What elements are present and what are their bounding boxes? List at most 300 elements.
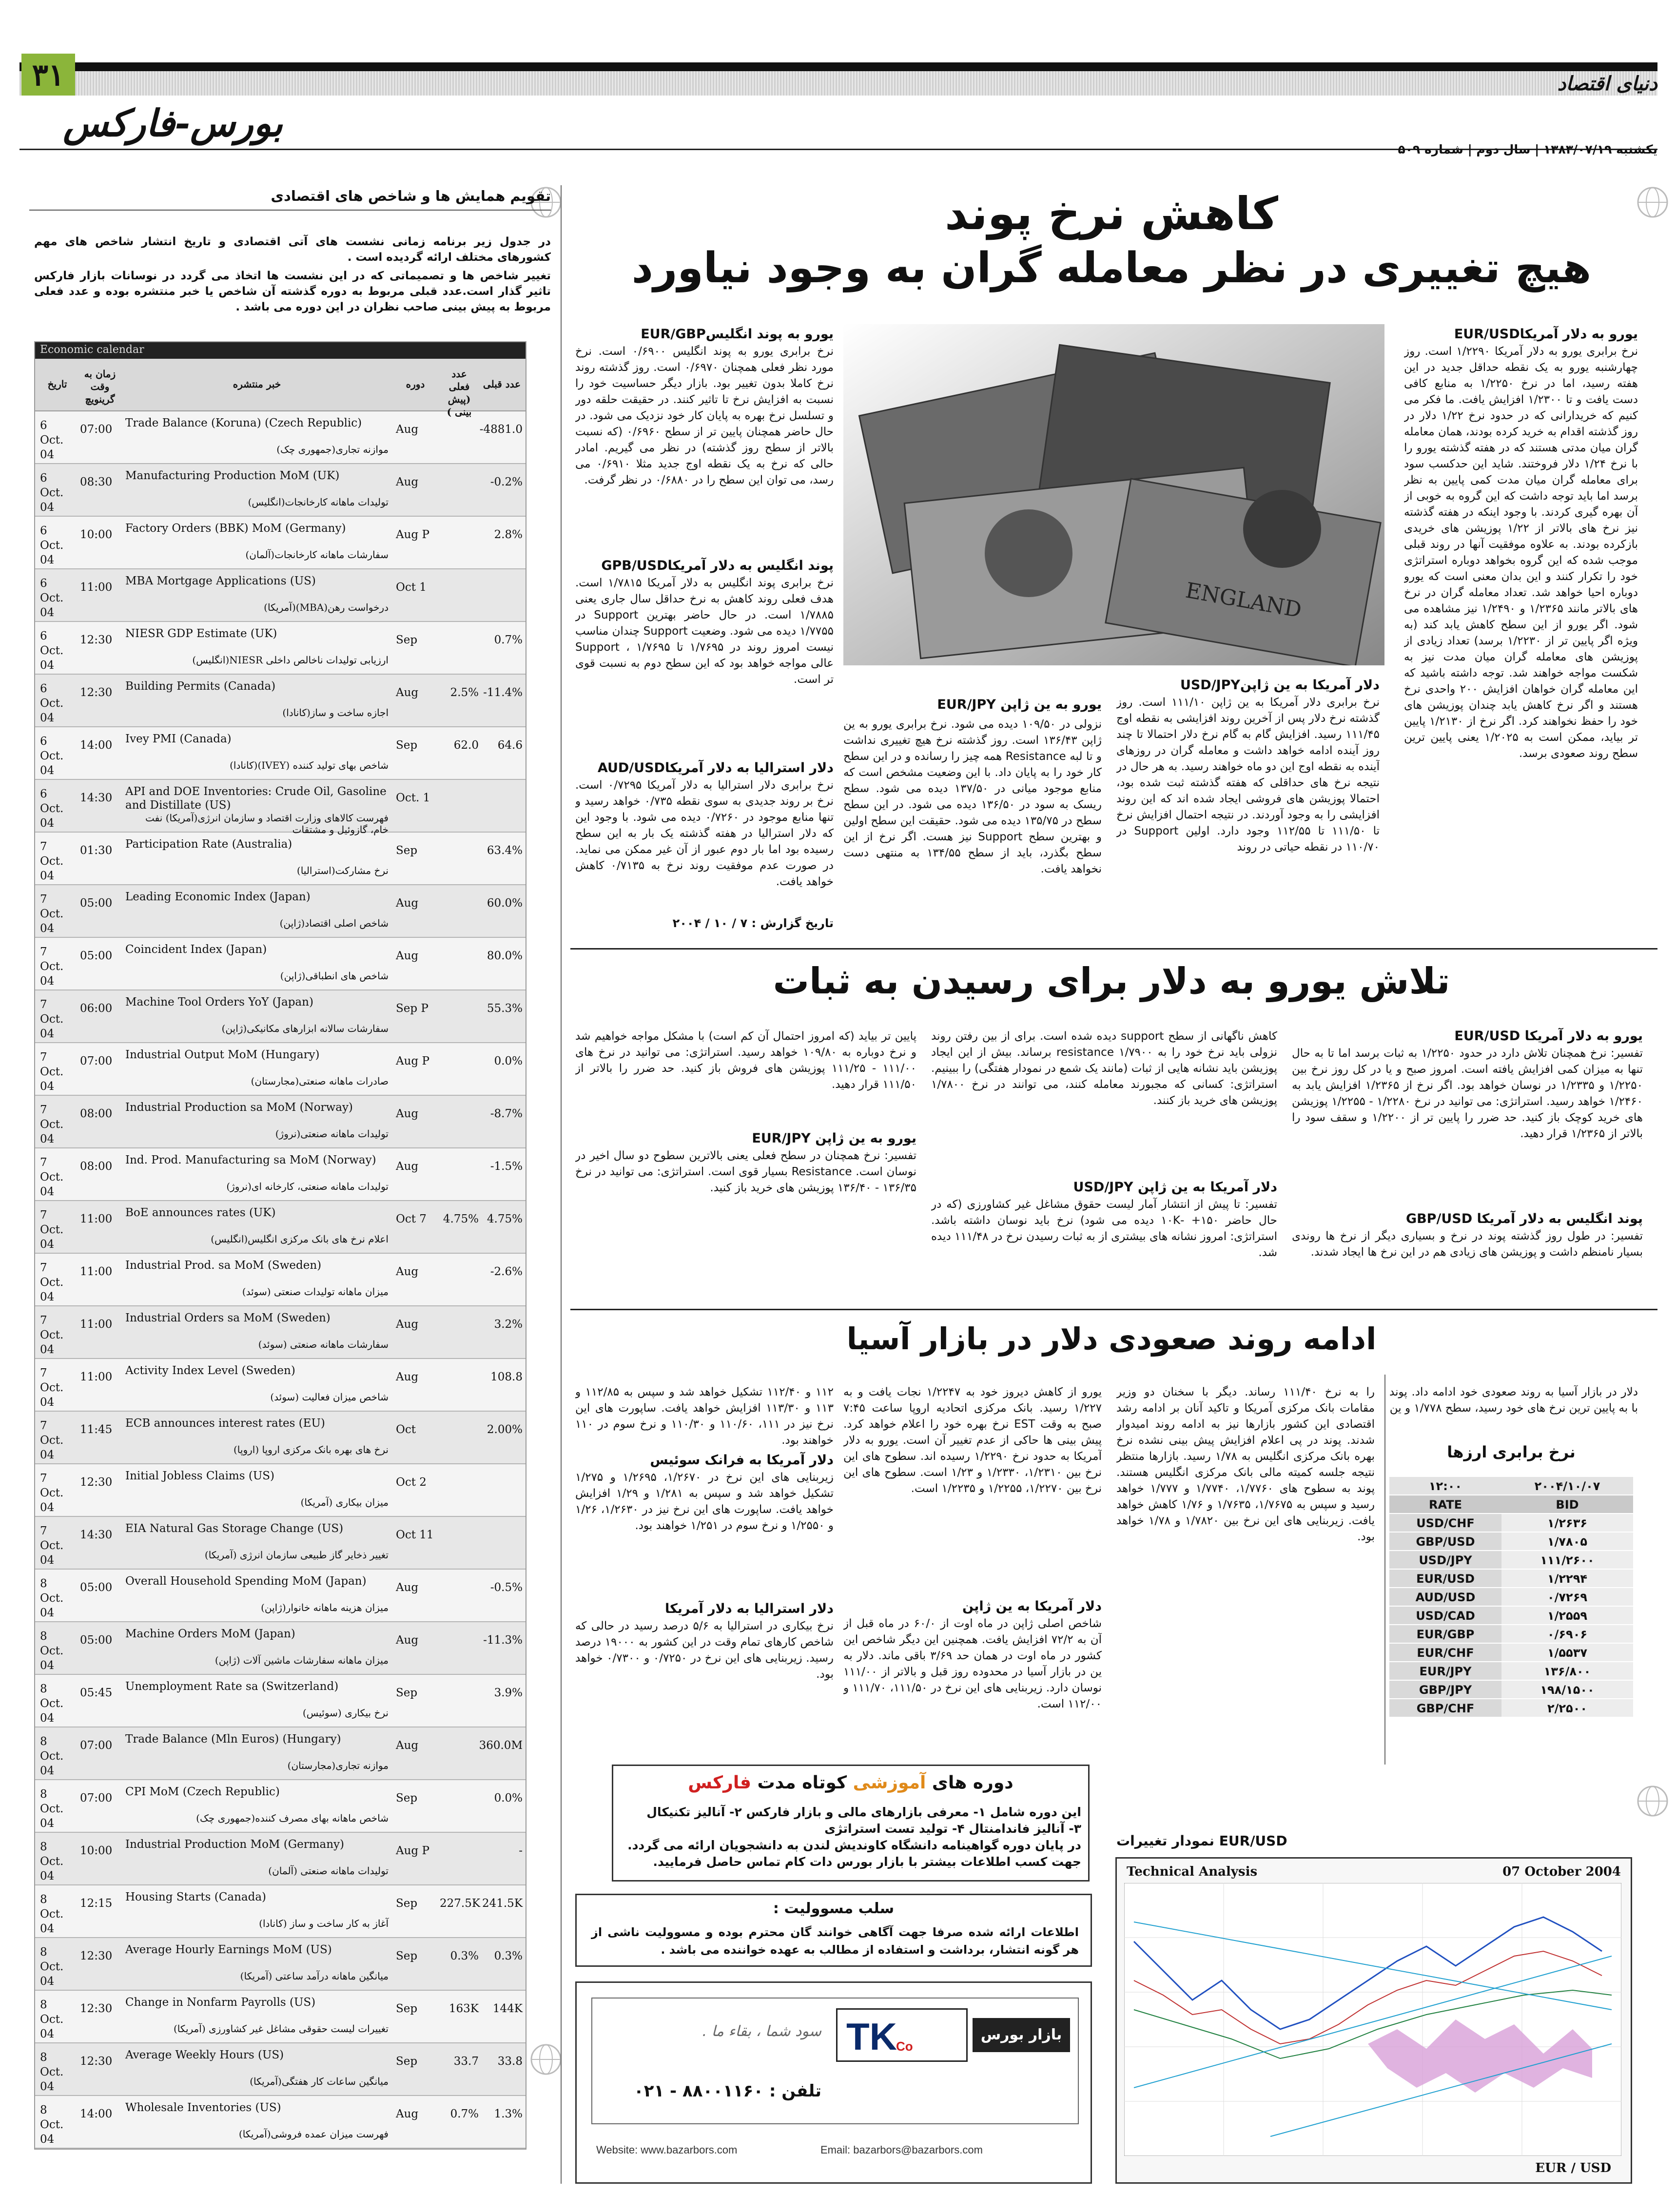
calendar-event: Housing Starts (Canada)	[125, 1891, 267, 1903]
rate-bid: ۱/۵۵۳۷	[1501, 1644, 1633, 1661]
article2-col3-text: پایین تر بیاید (که امروز احتمال آن کم است) با مشکل مواجه خواهیم شد و نرخ دوباره به ۱۰۹/۸۰ خواهد رسید. استراتژی: می توانید در نرخ های ۱۱۱/۰۰ - ۱۱۱/۲۵ پوزیشن های فروش باز کنید. حد ضرر را بالاتر از ۱۱۱/۵۰ قرار دهید.	[575, 1030, 916, 1091]
rate-bid: ۱/۷۸۰۵	[1501, 1533, 1633, 1550]
calendar-forecast: 227.5K	[440, 1897, 481, 1910]
calendar-event-fa: موازنه تجاری(جمهوری چک)	[276, 444, 389, 455]
calendar-date: 6 Oct. 04	[40, 472, 64, 514]
article2-col2-text: کاهش ناگهانی از سطح support دیده شده است. برای از بین رفتن روند نزولی باید نرخ خود را به ۱/۷۹۰۰ resistance برساند. بیش از این ایجاد پوزیشن باید نشانه هایی از ثبات (مانند یک شمع در نمودار هفتگی) را ببینیم. استراتژی: کسانی که مجبورند معامله کنند، می توانند در نرخ ۱/۷۸۰۰ پوزیشن های خرید باز کنند.	[931, 1030, 1277, 1107]
calendar-date: 8 Oct. 04	[40, 1841, 64, 1882]
rate-pair: EUR/USD	[1389, 1570, 1501, 1587]
bazarbors-ad-box	[575, 1981, 1092, 2184]
ad-slogan: سود شما ، بقاء ما .	[702, 2023, 821, 2040]
calendar-period: Aug	[396, 423, 419, 436]
rate-bid: ۱/۲۲۹۴	[1501, 1570, 1633, 1587]
calendar-previous: 80.0%	[487, 950, 523, 962]
rate-pair: EUR/JPY	[1389, 1662, 1501, 1680]
header-time: زمان به وقت گرینویچ	[84, 368, 116, 405]
calendar-previous: -0.5%	[490, 1581, 523, 1594]
calendar-event-fa: شاخص اصلی اقتصاد(ژاپن)	[279, 917, 389, 929]
rate-pair: EUR/CHF	[1389, 1644, 1501, 1661]
ad-logo-sub: Co	[896, 2039, 913, 2054]
calendar-event: Ind. Prod. Manufacturing sa MoM (Norway)	[125, 1154, 376, 1166]
rates-col-rate: RATE	[1389, 1495, 1501, 1513]
ad-logo-text: TK	[846, 2015, 897, 2058]
calendar-event: MBA Mortgage Applications (US)	[125, 575, 316, 587]
article1-col4-subhead: یورو به پوند انگلیسEUR/GBP	[641, 327, 834, 342]
article3-col3-subhead: دلار آمریکا به ین ژاپن	[962, 1599, 1102, 1614]
article3-col4-text: ۱۱۲ و ۱۱۲/۴۰ تشکیل خواهد شد و سپس به ۱۱۲/۸۵ و ۱۱۳ و ۱۱۳/۳۰ افزایش خواهد یافت. ساپورت های این نرخ نیز در ۱۱۱، ۱۱۰/۶۰ و ۱۱۰/۳۰ و نرخ سوم در ۱۱۰ خواهند بود.	[575, 1386, 834, 1447]
calendar-row	[35, 1254, 526, 1306]
calendar-period: Sep	[396, 2055, 418, 2068]
course-title-brand: فارکس	[688, 1773, 751, 1793]
ad-website[interactable]: Website: www.bazarbors.com	[596, 2144, 738, 2156]
calendar-event-fa: فهرست کالاهای وزارت اقتصاد و سازمان انرژی(آمریکا) نفت خام، گازوئیل و مشتقات	[145, 812, 389, 835]
calendar-event: Trade Balance (Mln Euros) (Hungary)	[125, 1733, 341, 1746]
calendar-time: 12:30	[80, 1950, 113, 1962]
calendar-previous: 2.8%	[494, 528, 523, 541]
rate-row	[1389, 1681, 1633, 1699]
calendar-event-fa: اعلام نرخ های بانک مرکزی انگلیس(انگلیس)	[211, 1233, 389, 1245]
calendar-date: 6 Oct. 04	[40, 735, 64, 777]
calendar-event-fa: میزان هزینه ماهانه خانوار(ژاپن)	[261, 1602, 389, 1613]
calendar-row	[35, 1938, 526, 1991]
calendar-previous: -11.3%	[483, 1634, 523, 1647]
calendar-title-rule	[29, 210, 551, 211]
calendar-row	[35, 1885, 526, 1938]
rate-pair: GBP/USD	[1389, 1533, 1501, 1550]
calendar-section-title: تقویم همایش ها و شاخص های اقتصادی	[271, 188, 551, 204]
banknotes-photo	[843, 324, 1384, 665]
calendar-time: 07:00	[80, 1055, 113, 1067]
calendar-forecast: 2.5%	[450, 686, 479, 699]
calendar-forecast: 163K	[448, 2002, 479, 2015]
calendar-period: Aug	[396, 897, 419, 910]
chart-header-left: Technical Analysis	[1127, 1864, 1258, 1879]
calendar-period: Aug	[396, 1107, 419, 1120]
calendar-period: Aug	[396, 950, 419, 962]
globe-icon	[529, 2042, 563, 2076]
article3-col4-text2: زیربنایی های این نرخ در ۱/۲۶۷۰، ۱/۲۶۹۵ و ۱/۲۷۵ تشکیل خواهد شد و سپس به ۱/۲۸۱ و ۱/۲۹ افزایش خواهد یافت. ساپورت های این نرخ نیز در ۱/۲۶۳۰، ۱/۲۶ و ۱/۲۵۵۰ و نرخ سوم در ۱/۲۵۱ خواهند بود.	[575, 1471, 834, 1532]
calendar-intro-1: در جدول زیر برنامه زمانی نشست های آتی اقتصادی و تاریخ انتشار شاخص های مهم کشورهای مختلف ارائه گردیده است .	[34, 235, 551, 264]
calendar-event-fa: شاخص میزان فعالیت (سوئد)	[270, 1391, 389, 1403]
calendar-time: 05:00	[80, 1634, 113, 1647]
rates-rows	[1389, 1514, 1633, 1718]
calendar-forecast: 0.3%	[450, 1950, 479, 1962]
calendar-event-fa: میزان ماهانه سفارشات ماشین آلات (ژاپن)	[214, 1654, 389, 1666]
article1-col4-text3: نرخ برابری دلار استرالیا به دلار آمریکا ۰/۷۲۹۵ است. نرخ بر روند جدیدی به سوی نقطه ۰/۷۳۵ خواهد رسید و تنها منابع موجود در ۰/۷۲۶۰ دیده می شود. با وجود این که دلار استرالیا در هفته گذشته یک بار به این سطح رسیده بود اما بار دوم عبور از آن غیر ممکن می نماید. در صورت عدم موفقیت روند نرخ به ۰/۷۱۳۵ کاهش خواهد یافت.	[575, 779, 834, 888]
calendar-time: 11:00	[80, 1318, 113, 1331]
calendar-date: 7 Oct. 04	[40, 1261, 64, 1303]
article1-col3-text: نزولی در ۱۰۹/۵۰ دیده می شود. نرخ برابری یورو به ین ژاپن ۱۳۶/۴۳ است. روز گذشته نرخ هیچ تغییری نداشت و تا لبه Resistance همه چیز را رسانده و در این سطح کار خود را به پایان داد. با این وضعیت مشخص است که منابع موجود میانی در ۱۳۷/۵۰ دیده می شود. سطح ریسک به سود در ۱۳۶/۵۰ دیده می شود. در این سطح سطح در ۱۳۵/۷۵ دیده می شود. حقیقت این سطح اولین و بهترین سطح Support نیز هست. اگر نرخ از این سطح بگذرد، باید از سطح ۱۳۴/۵۵ به منتهی دست نخواهد یافت.	[843, 718, 1102, 875]
calendar-row	[35, 464, 526, 517]
calendar-row	[35, 1727, 526, 1780]
calendar-period: Aug	[396, 1634, 419, 1647]
calendar-time: 14:30	[80, 1529, 113, 1541]
rate-bid: ۰/۶۹۰۶	[1501, 1625, 1633, 1643]
calendar-row	[35, 1991, 526, 2043]
calendar-table-title: Economic calendar	[35, 342, 526, 359]
article1-col4-text: نرخ برابری یورو به پوند انگلیس ۰/۶۹۰۰ است. نرخ مورد نظر فعلی همچنان ۰/۶۹۷۰ است. روز گذشته روند نرخ کاملا بدون تغییر بود. بازار دیگر حساسیت خود را نسبت به افزایش نرخ تا تاثیر کنند. در حقیقت حلقه دور و تسلسل نرخ بهره به پایان کار خود نزدیک می شود. در حال حاضر همچنان پایین تر از سطح ۰/۶۹۶۰ (که نسبت بالاتر از سطح روز گذشته) در نظر می گیریم. امادر حالی که نرخ به یک نقطه اوج جدید مثلا ۰/۶۹۱۰ می رسد، می توان این سطح را در ۰/۶۸۸۰ در نظر گرفت.	[575, 345, 834, 486]
calendar-period: Aug P	[396, 1055, 429, 1067]
rate-bid: ۱/۲۵۵۹	[1501, 1607, 1633, 1624]
calendar-event-fa: تولیدات ماهانه صنعتی، کارخانه ای(نروژ)	[226, 1181, 389, 1192]
rates-header-row	[1389, 1495, 1633, 1514]
calendar-period: Aug	[396, 1371, 419, 1383]
calendar-event-fa: صادرات ماهانه صنعتی(مجارستان)	[251, 1075, 389, 1087]
calendar-previous: 144K	[492, 2002, 523, 2015]
rate-pair: GBP/CHF	[1389, 1699, 1501, 1717]
disclaimer-box	[575, 1894, 1092, 1967]
calendar-event: Overall Household Spending MoM (Japan)	[125, 1575, 367, 1588]
article-divider	[570, 948, 1657, 950]
calendar-period: Aug	[396, 1318, 419, 1331]
calendar-event-fa: تولیدات ماهانه کارخانجات(انگلیس)	[248, 496, 389, 508]
calendar-period: Sep	[396, 1687, 418, 1699]
calendar-date: 8 Oct. 04	[40, 1999, 64, 2040]
calendar-period: Sep	[396, 844, 418, 857]
course-title	[613, 1773, 1088, 1793]
calendar-previous: -8.7%	[490, 1107, 523, 1120]
article1-report-date: تاریخ گزارش : ۷ / ۱۰ / ۲۰۰۴	[672, 916, 834, 930]
calendar-event: Activity Index Level (Sweden)	[125, 1364, 295, 1377]
article1-col2-subhead: دلار آمریکا به ین ژاپنUSD/JPY	[1180, 678, 1380, 693]
calendar-previous: 0.0%	[494, 1792, 523, 1805]
calendar-time: 11:00	[80, 1265, 113, 1278]
calendar-event: Trade Balance (Koruna) (Czech Republic)	[125, 417, 362, 429]
calendar-event: NIESR GDP Estimate (UK)	[125, 627, 277, 640]
calendar-period: Oct	[396, 1423, 416, 1436]
calendar-event-fa: شاخص های انطباقی(ژاپن)	[280, 970, 389, 982]
calendar-previous: 3.2%	[494, 1318, 523, 1331]
calendar-period: Oct 2	[396, 1476, 427, 1489]
calendar-time: 07:00	[80, 1739, 113, 1752]
calendar-previous: -	[519, 1844, 523, 1857]
calendar-period: Aug	[396, 476, 419, 488]
calendar-time: 14:30	[80, 792, 113, 804]
calendar-event: Average Hourly Earnings MoM (US)	[125, 1943, 332, 1956]
calendar-event-fa: سفارشات ماهانه صنعتی (سوئد)	[258, 1339, 389, 1350]
ad-email[interactable]: Email: bazarbors@bazarbors.com	[820, 2144, 983, 2156]
ad-logo	[836, 2008, 968, 2062]
section-title: بورس-فارکس	[63, 101, 283, 145]
article1-col1-text: نرخ برابری یورو به دلار آمریکا ۱/۲۲۹۰ است. روز چهارشنبه یورو به یک نقطه حداقل جدید در این هفته رسید، اما در نرخ ۱/۲۲۵۰ به منابع کافی دست یافت و تا ۱/۲۳۰۰ افزایش یافت. ما فکر می کنیم که خریدارانی که در حدود نرخ ۱/۲۲ دلار در روز گذشته اقدام به خرید کرده بودند، همان معامله گران میان مدتی هستند که در هفته گذشته یورو را با نرخ ۱/۲۴ دلار فروختند. شاید این حدکسب سود برای معامله گران میان مدت کمی پایین به نظر برسد اما باید توجه داشت که این گروه به خوبی از آن بهره گیری کردند. با وجود اینکه در هفته گذشته نیز نرخ های بالاتر از ۱/۲۲ پوزیشن های خریدی بازکرده بودند. به علاوه موفقیت آنها در روند قبلی موجب شده که این گروه بخواهد دوباره استراتژی خود را تکرار کنند و این بدان معنی است که یورو دوباره احیا خواهد شد. تعداد معامله گران در نرخ های بالاتر مانند ۱/۲۳۶۵ و ۱/۲۴۹۰ نیز مشاهده می شود. اگر یورو از این سطح کاهش یابد کند (به ویژه اگر پایین تر از ۱/۲۲۳۰ برسد) تعداد زیادی از پوزیشن های معامله گران میان مدت نیز به شکست مواجه خواهند شد. توجه داشته باشید که این معامله گران خواهان افزایش ۲۰۰ واحدی نرخ هستند و اگر نرخ کاهش یابد چندان پوزیشن های خود را حفظ نخواهند کرد. اگر نرخ از ۱/۲۱۳۰ پایین تر بیاید، ممکن است به ۱/۲۰۲۵ یعنی پایین ترین سطح روند صعودی برسد.	[1404, 345, 1638, 760]
calendar-event-fa: نرخ های بهره بانک مرکزی اروپا (اروپا)	[233, 1444, 389, 1455]
calendar-period: Sep	[396, 1950, 418, 1962]
calendar-date: 7 Oct. 04	[40, 998, 64, 1040]
calendar-row	[35, 1833, 526, 1885]
calendar-period: Sep P	[396, 1002, 429, 1015]
calendar-event: BoE announces rates (UK)	[125, 1206, 276, 1219]
calendar-time: 12:30	[80, 2055, 113, 2068]
calendar-time: 12:30	[80, 1476, 113, 1489]
calendar-row	[35, 1570, 526, 1622]
calendar-date: 8 Oct. 04	[40, 1683, 64, 1725]
calendar-previous: 33.8	[497, 2055, 523, 2068]
calendar-previous: 2.00%	[487, 1423, 523, 1436]
article1-title-line1: کاهش نرخ پوند	[945, 188, 1278, 240]
rate-row	[1389, 1662, 1633, 1681]
calendar-event: Industrial Production sa MoM (Norway)	[125, 1101, 353, 1114]
article3-col1-text: دلار در بازار آسیا به روند صعودی خود ادامه داد. پوند با به پایین ترین نرخ های خود رسید، سطح ۱/۷۷۸ و ین	[1389, 1386, 1638, 1415]
calendar-date: 7 Oct. 04	[40, 893, 64, 935]
calendar-date: 8 Oct. 04	[40, 1577, 64, 1619]
calendar-row	[35, 1517, 526, 1570]
page-number: ۳۱	[21, 54, 75, 96]
calendar-event-fa: اجازه ساخت و ساز(کانادا)	[282, 707, 389, 718]
calendar-event: ECB announces interest rates (EU)	[125, 1417, 325, 1430]
calendar-date: 7 Oct. 04	[40, 1472, 64, 1514]
calendar-period: Aug	[396, 1739, 419, 1752]
calendar-event: Industrial Orders sa MoM (Sweden)	[125, 1312, 331, 1324]
course-title-highlight: آموزشی	[853, 1773, 926, 1793]
calendar-time: 11:00	[80, 1371, 113, 1383]
rates-col-bid: BID	[1501, 1495, 1633, 1513]
calendar-date: 7 Oct. 04	[40, 1051, 64, 1093]
article3-title: ادامه روند صعودی دلار در بازار آسیا	[846, 1321, 1377, 1357]
calendar-previous: -0.2%	[490, 476, 523, 488]
rates-title: نرخ برابری ارزها	[1447, 1443, 1576, 1461]
calendar-row	[35, 1622, 526, 1675]
calendar-date: 7 Oct. 04	[40, 946, 64, 988]
calendar-date: 6 Oct. 04	[40, 524, 64, 566]
globe-icon	[1636, 1784, 1670, 1818]
calendar-period: Aug P	[396, 1844, 429, 1857]
rate-row	[1389, 1644, 1633, 1662]
calendar-previous: -1.5%	[490, 1160, 523, 1173]
calendar-period: Oct 7	[396, 1213, 427, 1225]
article3-col4-subhead2: دلار استرالیا به دلار آمریکا	[664, 1601, 834, 1616]
calendar-previous: 108.8	[490, 1371, 523, 1383]
calendar-period: Aug	[396, 1581, 419, 1594]
rates-time: ۱۲:۰۰	[1389, 1477, 1501, 1494]
course-line-4: جهت کسب اطلاعات بیشتر با بازار بورس دات کام تماس حاصل فرمایید.	[653, 1855, 1081, 1869]
calendar-event-fa: میزان بیکاری (آمریکا)	[300, 1496, 389, 1508]
calendar-time: 08:00	[80, 1107, 113, 1120]
calendar-event: Change in Nonfarm Payrolls (US)	[125, 1996, 316, 2009]
calendar-event-fa: سفارشات ماهانه کارخانجات(آلمان)	[245, 549, 389, 561]
rates-date: ۲۰۰۴/۱۰/۰۷	[1501, 1477, 1633, 1494]
calendar-event: Participation Rate (Australia)	[125, 838, 292, 851]
calendar-row	[35, 1675, 526, 1727]
rate-pair: AUD/USD	[1389, 1588, 1501, 1606]
calendar-time: 11:00	[80, 1213, 113, 1225]
calendar-event: Machine Tool Orders YoY (Japan)	[125, 996, 313, 1009]
calendar-previous: 55.3%	[487, 1002, 523, 1015]
calendar-row	[35, 1464, 526, 1517]
article2-col2-subhead: دلار آمریکا به ین ژاپن USD/JPY	[1073, 1180, 1277, 1195]
calendar-event: Unemployment Rate sa (Switzerland)	[125, 1680, 339, 1693]
rate-row	[1389, 1625, 1633, 1644]
calendar-event-fa: میانگین ماهانه درآمد ساعتی (آمریکا)	[240, 1970, 389, 1982]
calendar-date: 8 Oct. 04	[40, 1788, 64, 1830]
article2-col1-text2: تفسیر: در طول روز گذشته پوند در نرخ و بسیاری دیگر از نرخ ها روندی بسیار نامنظم داشت و پوزیشن های زیادی هم در این نرخ ها ایجاد شدند.	[1292, 1230, 1643, 1259]
rate-pair: USD/CAD	[1389, 1607, 1501, 1624]
calendar-time: 12:30	[80, 686, 113, 699]
rate-pair: GBP/JPY	[1389, 1681, 1501, 1698]
header-band	[19, 71, 1657, 96]
calendar-event: Average Weekly Hours (US)	[125, 2049, 284, 2061]
article2-col1-subhead2: پوند انگلیس به دلار آمریکا GBP/USD	[1405, 1211, 1643, 1226]
rate-row	[1389, 1699, 1633, 1718]
calendar-previous: 0.3%	[494, 1950, 523, 1962]
calendar-previous: 3.9%	[494, 1687, 523, 1699]
rate-bid: ۲/۲۵۰۰	[1501, 1699, 1633, 1717]
calendar-event: Building Permits (Canada)	[125, 680, 276, 693]
calendar-time: 14:00	[80, 2108, 113, 2120]
calendar-time: 06:00	[80, 1002, 113, 1015]
article1-col1-subhead: یورو به دلار آمریکاEUR/USD	[1454, 327, 1638, 342]
calendar-row	[35, 411, 526, 464]
calendar-forecast: 33.7	[453, 2055, 479, 2068]
calendar-time: 10:00	[80, 528, 113, 541]
calendar-event-fa: میانگین ساعات کار هفتگی(آمریکا)	[250, 2076, 389, 2087]
rate-pair: USD/JPY	[1389, 1551, 1501, 1569]
article3-col3-text: یورو از کاهش دیروز خود به ۱/۲۲۴۷ نجات یافت و به ۱/۲۲۷ رسید. بانک مرکزی اتحادیه اروپا ساعت ۷:۴۵ صبح به وقت EST نرخ بهره خود را اعلام خواهد کرد. پیش بینی ها حاکی از عدم تغییر آن است. یورو به دلار آمریکا به حدود نرخ ۱/۲۲۹۰ رسیده اند. سطوح های این نرخ بین ۱/۲۳۱۰، ۱/۲۳۳۰ و ۱/۲۳ است. سطوح های این نرخ بین ۱/۲۲۷۰، ۱/۲۲۵۵ و ۱/۲۲۳۵ است.	[843, 1386, 1102, 1495]
ad-brand: بازار بورس دات کام	[973, 2018, 1070, 2052]
calendar-event-fa: آغاز به کار ساخت و ساز (کانادا)	[259, 1918, 389, 1929]
calendar-time: 14:00	[80, 739, 113, 752]
calendar-previous: 60.0%	[487, 897, 523, 910]
article3-col3-text2: شاخص اصلی ژاپن در ماه اوت از ۶۰/۰ در ماه قبل از آن به ۷۲/۲ افزایش یافت. همچنین این دیگر شاخص این کشور در ماه اوت در همان حد ۳/۶۹ باقی ماند. دلار به ین در بازار آسیا در محدوده روز قبل و بالاتر از ۱۱۱/۰۰ نوسان دارد. زیربنایی های این نرخ در ۱۱۱/۵۰، ۱۱۱/۷۰ و ۱۱۲/۰۰ است.	[843, 1617, 1102, 1710]
calendar-previous: -11.4%	[483, 686, 523, 699]
calendar-row	[35, 938, 526, 990]
article1-col4-subhead2: پوند انگلیس به دلار آمریکاGPB/USD	[601, 558, 834, 573]
dateline: یکشنبه ۱۳۸۳/۰۷/۱۹ | سال دوم | شماره ۵۰۹	[1398, 142, 1657, 156]
calendar-date: 7 Oct. 04	[40, 1314, 64, 1356]
calendar-forecast: 62.0	[453, 739, 479, 752]
calendar-date: 7 Oct. 04	[40, 1104, 64, 1145]
calendar-event-fa: شاخص ماهانه بهای مصرف کننده(جمهوری چک)	[196, 1812, 389, 1824]
calendar-time: 11:45	[80, 1423, 113, 1436]
header-rule	[19, 62, 1657, 71]
header-period: دوره	[406, 378, 425, 390]
calendar-date: 7 Oct. 04	[40, 1156, 64, 1198]
chart-header-right: 07 October 2004	[1502, 1864, 1621, 1879]
masthead-logo: دنیای اقتصاد	[1557, 72, 1657, 95]
calendar-event-fa: سفارشات سالانه ابزارهای مکانیکی(ژاپن)	[221, 1023, 389, 1034]
rates-table	[1389, 1477, 1633, 1718]
calendar-event: Industrial Output MoM (Hungary)	[125, 1048, 320, 1061]
calendar-period: Aug	[396, 1265, 419, 1278]
rate-pair: USD/CHF	[1389, 1514, 1501, 1532]
calendar-time: 08:00	[80, 1160, 113, 1173]
article3-col2-text: را به نرخ ۱۱۱/۴۰ رساند. دیگر با سخنان دو وزیر مقامات بانک مرکزی آمریکا و تاکید آنان بر ادامه رشد اقتصادی این کشور بازارها نیز به ادامه روند امیدوار شدند. پوند در پی اعلام افزایش پیش بینی نشده نرخ بهره بانک مرکزی انگلیس به ۱/۷۸ رسید. بازارها منتظر نتیجه جلسه کمیته مالی بانک مرکزی انگلیس هستند. پوند به سطوح های ۱/۷۷۶۰، ۱/۷۷۴۰ و ۱/۷۷۷ خواهد رسید و سپس به ۱/۷۶۷۵، ۱/۷۶۳۵ و ۱/۷۶ کاهش خواهد یافت. زیربنایی های این نرخ بین ۱/۷۸۲۰ و ۱/۷۸ خواهد بود.	[1116, 1386, 1375, 1543]
calendar-row	[35, 622, 526, 675]
calendar-time: 05:00	[80, 950, 113, 962]
calendar-date: 7 Oct. 04	[40, 1525, 64, 1567]
calendar-row	[35, 517, 526, 569]
article2-col2-text2: تفسیر: تا پیش از انتشار آمار لیست حقوق مشاغل غیر کشاورزی (که در حال حاضر ۱۵۰+ -۱۰K دیده می شود) نرخ باید نوسان داشته باشد. استراتژی: امروز نشانه های بیشتری از به ثبات رسیدن نرخ در ۱۱۱/۴۸ دیده شد.	[931, 1198, 1277, 1259]
article2-col1-subhead: یورو به دلار آمریکا EUR/USD	[1454, 1028, 1643, 1044]
course-ad-box	[612, 1765, 1090, 1882]
rate-bid: ۰/۷۲۶۹	[1501, 1588, 1633, 1606]
calendar-date: 6 Oct. 04	[40, 682, 64, 724]
calendar-previous: 4.75%	[487, 1213, 523, 1225]
calendar-event: Industrial Production MoM (Germany)	[125, 1838, 345, 1851]
calendar-previous: 63.4%	[487, 844, 523, 857]
calendar-period: Sep	[396, 739, 418, 752]
course-line-1: این دوره شامل ۱- معرفی بازارهای مالی و بازار فارکس ۲- آنالیز تکنیکال	[646, 1805, 1081, 1819]
rate-row	[1389, 1588, 1633, 1607]
header-forecast: عدد فعلی (پیش بینی )	[447, 368, 472, 418]
calendar-period: Aug	[396, 1160, 419, 1173]
calendar-event-fa: نرخ مشارکت(استرالیا)	[296, 865, 389, 876]
calendar-time: 12:15	[80, 1897, 113, 1910]
svg-text:ENGLAND: ENGLAND	[1184, 578, 1304, 623]
article3-col4-subhead: دلار آمریکا به فرانک سوئیس	[650, 1453, 834, 1468]
article1-title-line2: هیچ تغییری در نظر معامله گران به وجود نیاورد	[631, 244, 1592, 292]
calendar-row	[35, 885, 526, 938]
calendar-event-fa: میزان ماهانه تولیدات صنعتی (سوئد)	[242, 1286, 389, 1298]
calendar-event-fa: درخواست رهن(MBA)(آمریکا)	[264, 602, 389, 613]
calendar-date: 8 Oct. 04	[40, 2051, 64, 2093]
calendar-date: 8 Oct. 04	[40, 1735, 64, 1777]
course-line-3: در پایان دوره گواهینامه دانشگاه کاوندیش لندن به دانشجویان ارائه می گردد.	[627, 1838, 1081, 1852]
calendar-event: Ivey PMI (Canada)	[125, 733, 232, 745]
header-event: خبر منتشره	[233, 378, 281, 390]
calendar-row	[35, 569, 526, 622]
calendar-row	[35, 1306, 526, 1359]
article1-col2-text: نرخ برابری دلار آمریکا به ین ژاپن ۱۱۱/۱۰ است. روز گذشته نرخ دلار پس از آخرین روند افزایشی به نقطه اوج ۱۱۱/۴۵ رسید. افزایش گام به گام نرخ دلار احتمالا تا چند روز آینده ادامه خواهد داشت و معامله گران در روزهای آینده به نقطه اوج این دو ماه خواهند رسید. به هر حال در نتیجه نرخ های حداقلی که هفته گذشته ثبت شده بود، احتمالا پوزیشن های فروشی ایجاد شده اند که این روند افزایشی را به وجود آوردند. در نتیجه احتمال افزایش نرخ تا ۱۱۱/۵۰ تا ۱۱۲/۵۵ وجود دارد. اولین Support در ۱۱۰/۷۰ در نقطه حیاتی در روند	[1116, 696, 1380, 854]
rate-bid: ۱۹۸/۱۵۰۰	[1501, 1681, 1633, 1698]
calendar-row	[35, 1780, 526, 1833]
calendar-row	[35, 833, 526, 885]
calendar-date: 8 Oct. 04	[40, 2104, 64, 2146]
column-separator	[1384, 1375, 1385, 1765]
calendar-event: Wholesale Inventories (US)	[125, 2101, 281, 2114]
calendar-event: Machine Orders MoM (Japan)	[125, 1628, 295, 1640]
calendar-event: Leading Economic Index (Japan)	[125, 891, 311, 903]
calendar-row	[35, 727, 526, 780]
calendar-time: 05:45	[80, 1687, 113, 1699]
calendar-time: 12:30	[80, 634, 113, 646]
calendar-event-fa: تغییر ذخایر گاز طبیعی سازمان انرژی (آمریکا)	[204, 1549, 389, 1561]
calendar-period: Oct 1	[396, 581, 427, 594]
calendar-time: 12:30	[80, 2002, 113, 2015]
calendar-previous: -4881.0	[479, 423, 523, 436]
calendar-time: 07:00	[80, 1792, 113, 1805]
chart-footer-label: EUR / USD	[1535, 2161, 1611, 2175]
rate-pair: EUR/GBP	[1389, 1625, 1501, 1643]
calendar-date: 6 Oct. 04	[40, 577, 64, 619]
calendar-date: 8 Oct. 04	[40, 1893, 64, 1935]
article2-title: تلاش یورو به دلار برای رسیدن به ثبات	[773, 960, 1450, 1002]
calendar-previous: 1.3%	[494, 2108, 523, 2120]
article2-col3-subhead: یورو به ین ژاپن EUR/JPY	[752, 1131, 916, 1146]
calendar-event: Coincident Index (Japan)	[125, 943, 267, 956]
calendar-previous: 64.6	[497, 739, 523, 752]
calendar-row	[35, 2043, 526, 2096]
disclaimer-text: اطلاعات ارائه شده صرفا جهت آگاهی خوانند گان محترم بوده و مسوولیت ناشی از هر گونه انتشار، برداشت و استفاده از مطالب به عهده خواننده می باشد .	[591, 1925, 1079, 1957]
calendar-date: 6 Oct. 04	[40, 419, 64, 461]
economic-calendar-table	[34, 341, 526, 2150]
calendar-date: 8 Oct. 04	[40, 1946, 64, 1988]
chart-caption: نمودار تغییرات EUR/USD	[1116, 1833, 1287, 1849]
calendar-forecast: 0.7%	[450, 2108, 479, 2120]
calendar-time: 11:00	[80, 581, 113, 594]
calendar-header-row	[35, 359, 526, 418]
calendar-previous: 0.0%	[494, 1055, 523, 1067]
rates-date-row	[1389, 1477, 1633, 1495]
course-title-prefix: دوره های	[926, 1773, 1013, 1793]
calendar-event-fa: شاخص بهای تولید کننده (IVEY)(کانادا)	[230, 759, 389, 771]
calendar-event-fa: موازنه تجاری(مجارستان)	[287, 1760, 389, 1771]
article3-col4-text3: نرخ بیکاری در استرالیا به ۵/۶ درصد رسید در حالی که شاخص کارهای تمام وقت در این کشور به ۱۹۰۰۰ درصد رسید. زیربنایی های این نرخ در ۰/۷۲۵۰ و ۰/۷۳۰۰ خواهد بود.	[575, 1620, 834, 1681]
rate-row	[1389, 1514, 1633, 1533]
course-line-2: ۳- آنالیز فاندامنتال ۴- تولید تست استراتژی	[824, 1822, 1081, 1836]
calendar-row	[35, 1148, 526, 1201]
calendar-intro-2: تغییر شاخص ها و تصمیماتی که در این نشست ها اتخاذ می گردد در نوسانات بازار فارکس تاثیر گذار است.عدد قبلی مربوط به دوره گذشته آن شاخص یا خبر منتشره بوده و عدد فعلی مربوط به پیش بینی صاحب نظران در این دوره می باشد .	[34, 270, 551, 313]
calendar-row	[35, 2096, 526, 2149]
